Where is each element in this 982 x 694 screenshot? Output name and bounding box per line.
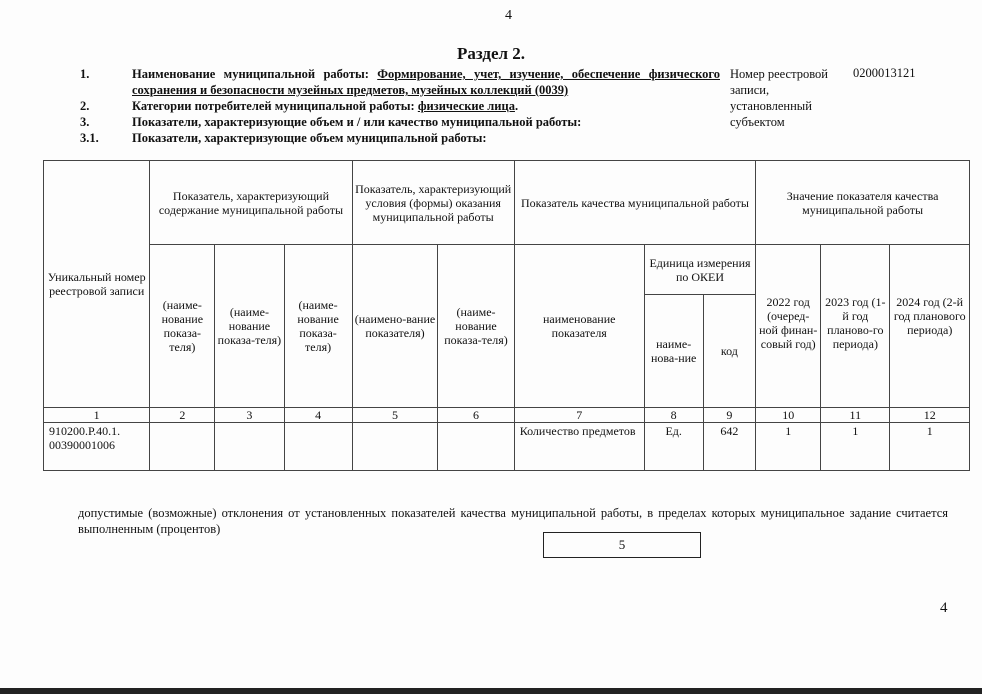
cell-content-3 [284, 422, 352, 470]
column-number: 1 [44, 407, 150, 422]
column-number: 4 [284, 407, 352, 422]
item-label: Категории потребителей муниципальной работы: [132, 99, 418, 113]
column-number: 11 [821, 407, 890, 422]
header-okei-code: код [703, 295, 756, 407]
item-1 [80, 66, 720, 98]
header-content-sub-2: (наиме-нование показа-теля) [215, 245, 284, 408]
header-content-sub-3: (наиме-нование показа-теля) [284, 245, 352, 408]
header-conditions-group: Показатель, характеризующий условия (формы) оказания муниципальной работы [352, 161, 514, 245]
tolerance-text: допустимые (возможные) отклонения от установленных показателей качества муниципальной работы, в пределах которых муниципальное задание считается выполненным (процентов) [78, 506, 948, 536]
header-unique-number: Уникальный номер реестровой записи [44, 161, 150, 408]
page-number-bottom: 4 [940, 600, 948, 616]
cell-value-2023: 1 [821, 422, 890, 470]
item-number: 3. [80, 115, 90, 129]
table-row [44, 422, 970, 470]
work-name: Формирование, учет, изучение, обеспечение физического сохранения и безопасности музейных предметов, музейных коллекций (0039) [132, 67, 720, 97]
header-conditions-sub-1: (наимено-вание показателя) [352, 245, 438, 408]
cell-okei-code: 642 [703, 422, 756, 470]
item-2: 2. Категории потребителей муниципальной работы: физические лица. [80, 99, 519, 113]
column-number: 8 [644, 407, 703, 422]
column-number: 12 [890, 407, 970, 422]
section-title: Раздел 2. [456, 44, 526, 63]
header-value-group: Значение показателя качества муниципальной работы [756, 161, 970, 245]
item-label: Показатели, характеризующие объем муниципальной работы: [132, 131, 487, 145]
cell-value-2024: 1 [890, 422, 970, 470]
volume-indicators-table [43, 160, 970, 471]
page-number-top: 4 [505, 8, 512, 23]
cell-content-1 [150, 422, 215, 470]
item-3 [80, 114, 720, 130]
cell-value-2022: 1 [756, 422, 821, 470]
tolerance-value: 5 [618, 537, 626, 552]
header-year-2024: 2024 год (2-й год планового периода) [890, 245, 970, 408]
column-number: 7 [514, 407, 644, 422]
item-label: Показатели, характеризующие объем и / или качество муниципальной работы: [132, 115, 582, 129]
item-number: 2. [80, 99, 90, 113]
cell-conditions-1 [352, 422, 438, 470]
column-number: 3 [215, 407, 284, 422]
cell-content-2 [215, 422, 284, 470]
item-3-1 [80, 130, 720, 146]
scan-edge [0, 688, 982, 694]
header-indicator-name: наименование показателя [514, 245, 644, 408]
item-number: 1. [80, 67, 90, 81]
section-items [80, 66, 720, 146]
cell-conditions-2 [438, 422, 514, 470]
column-number: 5 [352, 407, 438, 422]
tolerance-value-box [543, 532, 701, 558]
registry-label: Номер реестровой записи, установленный субъектом [730, 67, 828, 129]
header-content-sub-1: (наиме-нование показа-теля) [150, 245, 215, 408]
column-number: 9 [703, 407, 756, 422]
item-number: 3.1. [80, 131, 99, 145]
header-okei-name: наиме-нова-ние [644, 295, 703, 407]
column-number: 6 [438, 407, 514, 422]
cell-indicator-name: Количество предметов [514, 422, 644, 470]
header-quality-group: Показатель качества муниципальной работы [514, 161, 756, 245]
column-numbers-row [44, 407, 970, 422]
header-year-2023: 2023 год (1-й год планово-го периода) [821, 245, 890, 408]
header-year-2022: 2022 год (очеред-ной финан-совый год) [756, 245, 821, 408]
item-label: Наименование муниципальной работы: [132, 67, 378, 81]
column-number: 10 [756, 407, 821, 422]
registry-value: 0200013121 [853, 66, 916, 80]
header-okei: Единица измерения по ОКЕИ [644, 245, 755, 295]
column-number: 2 [150, 407, 215, 422]
header-content-group: Показатель, характеризующий содержание муниципальной работы [150, 161, 352, 245]
cell-unique-number: 910200.Р.40.1. 00390001006 [44, 422, 150, 470]
header-conditions-sub-2: (наиме-нование показа-теля) [438, 245, 514, 408]
cell-unit: Ед. [644, 422, 703, 470]
consumer-category: физические лица [417, 99, 515, 113]
